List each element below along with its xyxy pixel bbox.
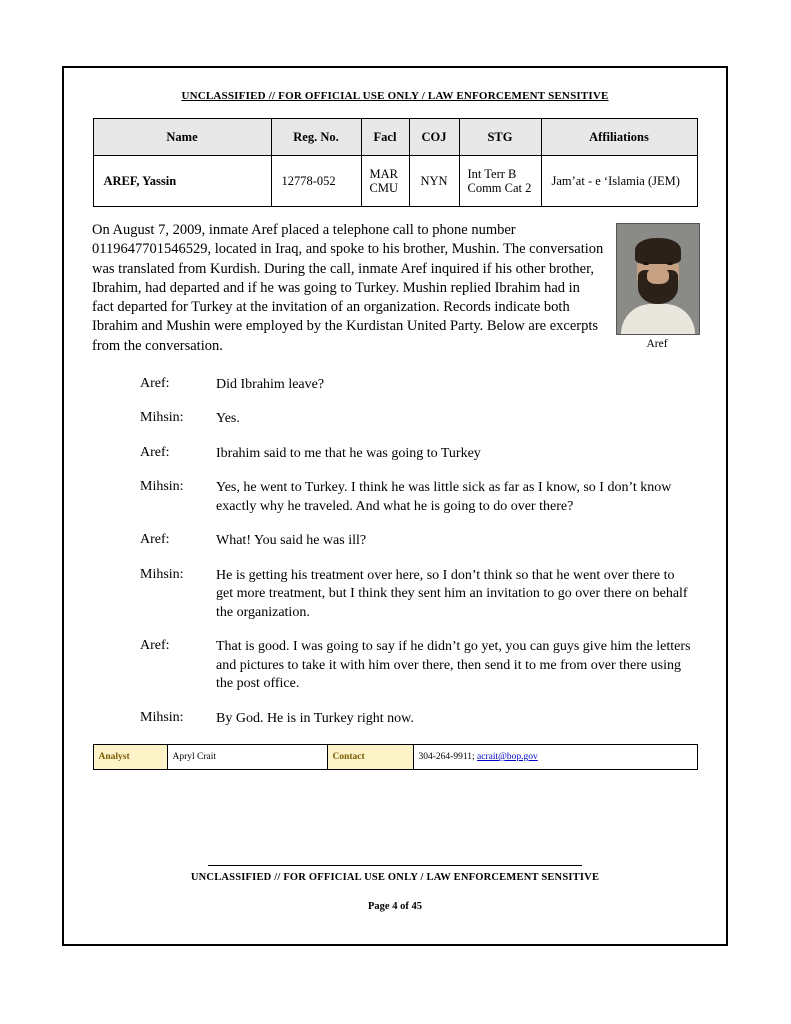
column-header-facl: Facl (361, 119, 409, 156)
subject-photo-block (616, 223, 698, 350)
list-item (140, 445, 694, 463)
cell-coj: NYN (409, 156, 459, 207)
cell-facl-line2: CMU (369, 181, 398, 195)
contact-phone: 304-264-9911; (418, 752, 475, 763)
speaker-label: Aref: (140, 375, 170, 391)
utterance-text: That is good. I was going to say if he didn’t go yet, you can guys give him the letters and pictures to take it with him over there, then send it to me from over there using the post office. (216, 639, 691, 692)
speaker-label: Aref: (140, 444, 170, 460)
cell-facl-line1: MAR (369, 166, 398, 181)
list-item (140, 479, 694, 516)
analyst-label: Analyst (93, 745, 167, 770)
document-page (62, 66, 728, 946)
speaker-label: Aref: (140, 638, 170, 654)
footer-divider (208, 865, 582, 866)
table-header-row (93, 119, 697, 156)
photo-caption: Aref (646, 338, 668, 350)
transcript-list (92, 376, 698, 728)
subject-photo-icon (616, 223, 700, 335)
page-footer (92, 865, 698, 912)
footer-classification-banner: UNCLASSIFIED // FOR OFFICIAL USE ONLY / LAW ENFORCEMENT SENSITIVE (190, 872, 600, 883)
speaker-label: Mihsin: (140, 709, 184, 725)
utterance-text: Ibrahim said to me that he was going to Turkey (216, 445, 481, 461)
speaker-label: Aref: (140, 532, 170, 548)
cell-stg-line1: Int Terr B (467, 166, 517, 181)
analyst-name: Apryl Crait (167, 745, 327, 770)
page-number: Page 4 of 45 (368, 901, 422, 912)
cell-stg-line2: Comm Cat 2 (467, 181, 532, 195)
utterance-text: What! You said he was ill? (216, 533, 367, 549)
list-item (140, 410, 694, 428)
column-header-name: Name (93, 119, 271, 156)
list-item (140, 710, 694, 728)
subject-info-table (93, 118, 698, 207)
column-header-stg: STG (459, 119, 541, 156)
table-row (93, 156, 697, 207)
cell-affiliations: Jam’at - e ‘Islamia (JEM) (541, 156, 697, 207)
column-header-affiliations: Affiliations (541, 119, 697, 156)
list-item (140, 376, 694, 394)
cell-regno: 12778-052 (271, 156, 361, 207)
list-item (140, 532, 694, 550)
speaker-label: Mihsin: (140, 566, 184, 582)
list-item (140, 567, 694, 622)
list-item (140, 638, 694, 693)
page-content (92, 90, 698, 930)
narrative-section (92, 221, 698, 356)
utterance-text: Yes, he went to Turkey. I think he was little sick as far as I know, so I don’t know exactly why he traveled. And what he is going to do over there? (216, 480, 672, 514)
analyst-contact-bar (93, 744, 698, 770)
utterance-text: Yes. (216, 411, 240, 427)
narrative-paragraph: On August 7, 2009, inmate Aref placed a telephone call to phone number 0119647701546529, located in Iraq, and spoke to his brother, Mushin. The conversation was translated from Kurdish. During the call, inmate Aref inquired if his other brother, Ibrahim, had departed and if he was going to Turkey. Mushin replied Ibrahim had in fact departed for Turkey at the invitation of an organization. Records indicate both Ibrahim and Mushin were employed by the Kurdistan United Party. Below are excerpts from the conversation. (92, 222, 604, 354)
utterance-text: He is getting his treatment over here, so I don’t think so that he went over there to get more treatment, but I think they sent him an invitation to go over there on behalf the organization. (216, 567, 688, 620)
column-header-coj: COJ (409, 119, 459, 156)
contact-label: Contact (327, 745, 413, 770)
contact-email-link[interactable]: acrait@bop.gov (477, 752, 538, 763)
contact-details (413, 745, 697, 770)
table-row (93, 745, 697, 770)
cell-facl (361, 156, 409, 207)
column-header-regno: Reg. No. (271, 119, 361, 156)
utterance-text: Did Ibrahim leave? (216, 376, 325, 392)
utterance-text: By God. He is in Turkey right now. (216, 710, 414, 726)
speaker-label: Mihsin: (140, 479, 184, 495)
header-classification-banner: UNCLASSIFIED // FOR OFFICIAL USE ONLY / LAW ENFORCEMENT SENSITIVE (181, 90, 609, 102)
cell-name: AREF, Yassin (93, 156, 271, 207)
cell-stg (459, 156, 541, 207)
speaker-label: Mihsin: (140, 410, 184, 426)
